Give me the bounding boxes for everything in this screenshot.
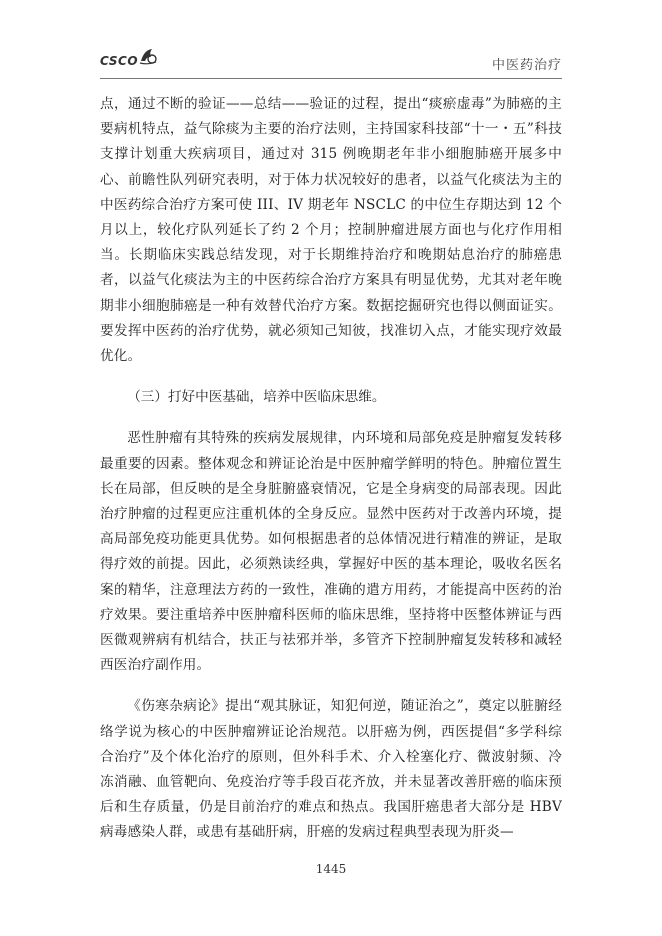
paragraph-3: 《伤寒杂病论》提出“观其脉证，知犯何逆，随证治之”，奠定以脏腑经络学说为核心的中医肿瘤辨证论治规范。以肝癌为例，西医提倡“多学科综合治疗”及个体化治疗的原则，但外科手术、介入栓塞化疗、微波射频、冷冻消融、血管靶向、免疫治疗等手段百花齐放，并未显著改善肝癌的临床预后和生存质量，仍是目前治疗的难点和热点。我国肝癌患者大部分是 HBV 病毒感染人群，或患有基础肝病，肝癌的发病过程典型表现为肝炎— bbox=[100, 698, 562, 841]
csco-logo: CSCO bbox=[100, 54, 139, 68]
page-header bbox=[100, 52, 562, 78]
body-text bbox=[100, 92, 562, 846]
csco-emblem-icon bbox=[138, 46, 158, 66]
header-divider bbox=[100, 78, 562, 79]
paragraph-1: 点，通过不断的验证——总结——验证的过程，提出“痰瘀虚毒”为肺癌的主要病机特点，益气除痰为主要的治疗法则，主持国家科技部“十一・五”科技支撑计划重大疾病项目，通过对 315 例晚期老年非小细胞肺癌开展多中心、前瞻性队列研究表明，对于体力状况较好的患者，以益气化痰法为主的中医药综合治疗方案可使 III、IV 期老年 NSCLC 的中位生存期达到 12 个月以上，较化疗队列延长了约 2 个月；控制肿瘤进展方面也与化疗作用相当。长期临床实践总结发现，对于长期维持治疗和晚期姑息治疗的肺癌患者，以益气化痰法为主的中医药综合治疗方案具有明显优势，尤其对老年晚期非小细胞肺癌是一种有效替代治疗方案。数据挖掘研究也得以侧面证实。要发挥中医药的治疗优势，就必须知己知彼，找准切入点，才能实现疗效最优化。 bbox=[100, 96, 562, 365]
section-heading: （三）打好中医基础，培养中医临床思维。 bbox=[127, 389, 386, 406]
paragraph-2: 恶性肿瘤有其特殊的疾病发展规律，内环境和局部免疫是肿瘤复发转移最重要的因素。整体观念和辨证论治是中医肿瘤学鲜明的特色。肿瘤位置生长在局部，但反映的是全身脏腑盛衰情况，它是全身病变的局部表现。因此治疗肿瘤的过程更应注重机体的全身反应。显然中医药对于改善内环境，提高局部免疫功能更具优势。如何根据患者的总体情况进行精准的辨证，是取得疗效的前提。因此，必须熟读经典，掌握好中医的基本理论，吸收名医名案的精华，注意理法方药的一致性，准确的遣方用药，才能提高中医药的治疗效果。要注重培养中医肿瘤科医师的临床思维，坚持将中医整体辨证与西医微观辨病有机结合，扶正与祛邪并举，多管齐下控制肿瘤复发转移和减轻西医治疗副作用。 bbox=[100, 430, 562, 674]
page-number: 1445 bbox=[315, 862, 347, 876]
running-header-title: 中医药治疗 bbox=[491, 58, 562, 73]
